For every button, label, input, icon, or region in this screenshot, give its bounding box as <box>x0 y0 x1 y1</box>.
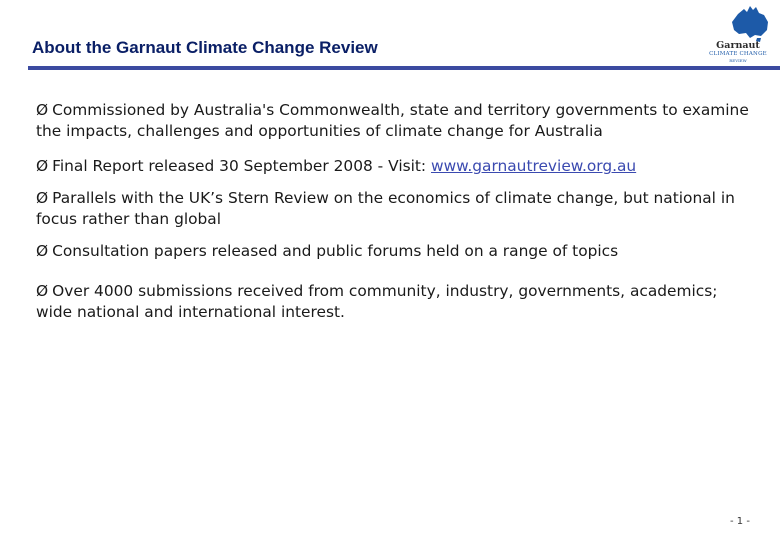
australia-map-icon <box>728 4 772 42</box>
bullet-text: Consultation papers released and public forums held on a range of topics <box>52 242 619 260</box>
bullet-item <box>36 241 618 262</box>
title-rule <box>28 66 780 70</box>
bullet-text: Parallels with the UK’s Stern Review on the economics of climate change, but national in focus rather than global <box>36 189 735 228</box>
bullet-arrow-icon: Ø <box>36 242 49 260</box>
logo-subtitle-review: REVIEW <box>729 58 747 63</box>
slide-title: About the Garnaut Climate Change Review <box>32 38 378 57</box>
logo-subtitle: CLIMATE CHANGE <box>709 51 767 57</box>
bullet-arrow-icon: Ø <box>36 157 49 175</box>
bullet-item <box>36 156 636 177</box>
bullet-item <box>36 188 756 230</box>
garnaut-logo <box>698 4 778 64</box>
bullet-arrow-icon: Ø <box>36 189 49 207</box>
bullet-text: Commissioned by Australia's Commonwealth, state and territory governments to examine the impacts, challenges and opportunities of climate change for Australia <box>36 101 749 140</box>
bullet-text: Over 4000 submissions received from community, industry, governments, academics; wide national and international interest. <box>36 282 718 321</box>
bullet-arrow-icon: Ø <box>36 282 49 300</box>
bullet-item <box>36 281 756 323</box>
bullet-arrow-icon: Ø <box>36 101 49 119</box>
garnaut-review-link[interactable]: www.garnautreview.org.au <box>431 157 637 175</box>
logo-name: Garnaut <box>716 40 760 51</box>
page-number: - 1 - <box>730 516 750 527</box>
bullet-item <box>36 100 756 142</box>
bullet-text: Final Report released 30 September 2008 - Visit: <box>52 157 431 175</box>
